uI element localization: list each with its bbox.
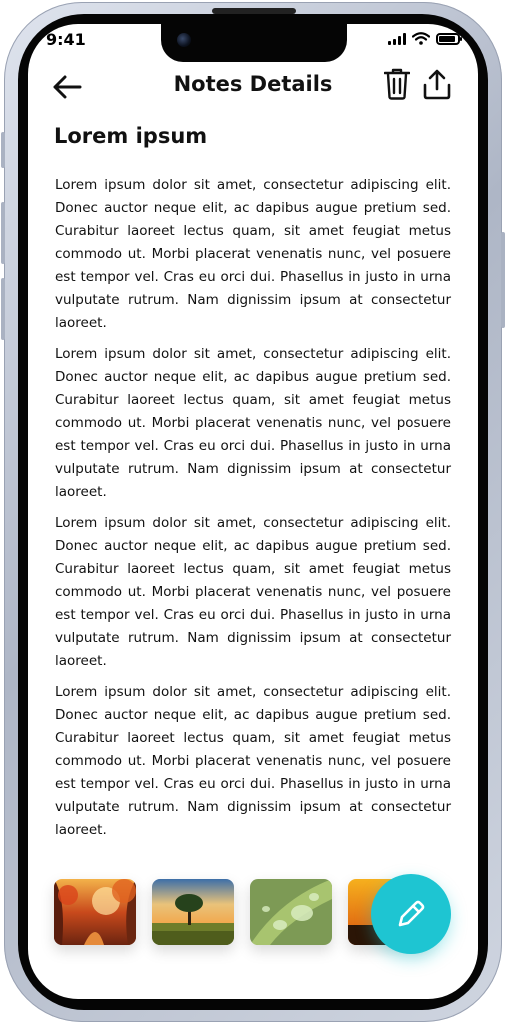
volume-up-button bbox=[1, 202, 5, 264]
trash-icon bbox=[384, 68, 410, 100]
speaker-grille bbox=[212, 8, 296, 14]
delete-button[interactable] bbox=[384, 68, 414, 102]
note-paragraph: Lorem ipsum dolor sit amet, consectetur adipiscing elit. Donec auctor neque elit, ac dapibus augue pretium sed. Curabitur laoreet lectus quam, sit amet feugiat metus commodo ut. Morbi placerat venenatis nunc, vel posuere est tempor vel. Cras eu orci dui. Phasellus in justo in urna vulputate rutrum. Nam dignissim ipsum at consectetur laoreet. bbox=[55, 346, 451, 500]
share-button[interactable] bbox=[422, 68, 456, 102]
power-button bbox=[501, 232, 505, 328]
attachment-thumbnail-water-drops-leaf[interactable] bbox=[250, 879, 332, 945]
note-paragraph: Lorem ipsum dolor sit amet, consectetur adipiscing elit. Donec auctor neque elit, ac dapibus augue pretium sed. Curabitur laoreet lectus quam, sit amet feugiat metus commodo ut. Morbi placerat venenatis nunc, vel posuere est tempor vel. Cras eu orci dui. Phasellus in justo in urna vulputate rutrum. Nam dignissim ipsum at consectetur laoreet. bbox=[55, 684, 451, 838]
mute-switch bbox=[1, 132, 5, 168]
battery-icon bbox=[436, 33, 460, 45]
pencil-icon bbox=[394, 897, 428, 931]
screen bbox=[28, 24, 478, 999]
attachment-thumbnail-tree-sunset[interactable] bbox=[152, 879, 234, 945]
notch bbox=[161, 24, 347, 62]
front-camera bbox=[177, 33, 191, 47]
volume-down-button bbox=[1, 278, 5, 340]
signal-icon bbox=[388, 33, 406, 45]
note-paragraph: Lorem ipsum dolor sit amet, consectetur adipiscing elit. Donec auctor neque elit, ac dapibus augue pretium sed. Curabitur laoreet lectus quam, sit amet feugiat metus commodo ut. Morbi placerat venenatis nunc, vel posuere est tempor vel. Cras eu orci dui. Phasellus in justo in urna vulputate rutrum. Nam dignissim ipsum at consectetur laoreet. bbox=[55, 515, 451, 669]
wifi-icon bbox=[412, 32, 430, 45]
header bbox=[28, 66, 478, 106]
share-icon bbox=[422, 68, 452, 100]
status-icons bbox=[388, 32, 460, 45]
page-title: Notes Details bbox=[173, 72, 333, 96]
status-time: 9:41 bbox=[46, 30, 86, 49]
note-paragraph: Lorem ipsum dolor sit amet, consectetur adipiscing elit. Donec auctor neque elit, ac dapibus augue pretium sed. Curabitur laoreet lectus quam, sit amet feugiat metus commodo ut. Morbi placerat venenatis nunc, vel posuere est tempor vel. Cras eu orci dui. Phasellus in justo in urna vulputate rutrum. Nam dignissim ipsum at consectetur laoreet. bbox=[55, 177, 451, 331]
note-title: Lorem ipsum bbox=[54, 124, 208, 148]
attachment-thumbnail-autumn-forest[interactable] bbox=[54, 879, 136, 945]
edit-note-button[interactable] bbox=[371, 874, 451, 954]
note-body bbox=[55, 174, 451, 850]
